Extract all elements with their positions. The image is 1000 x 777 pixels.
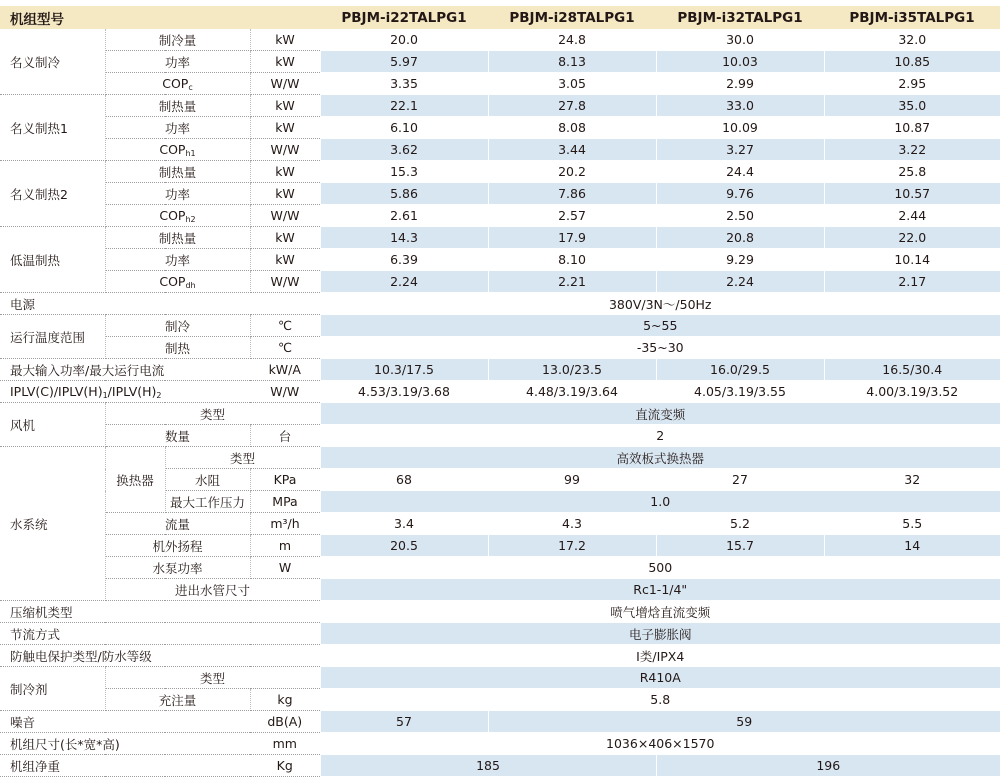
row-name: 数量 (105, 425, 250, 447)
value-cell: 22.0 (824, 227, 1000, 249)
iplv-label (0, 381, 250, 403)
value-cell: 32 (824, 469, 1000, 491)
value-cell: 20.0 (320, 29, 488, 51)
value-cell: 8.10 (488, 249, 656, 271)
cop-subscript: c (188, 82, 193, 92)
table-row (0, 513, 1000, 535)
row-name: 类型 (165, 447, 320, 469)
value-cell: 3.35 (320, 73, 488, 95)
row-name-cop (105, 73, 250, 95)
table-row (0, 557, 1000, 579)
model-name: PBJM-i32TALPG1 (656, 6, 824, 29)
row-unit: kW (250, 95, 320, 117)
table-row (0, 315, 1000, 337)
value-cell: 8.13 (488, 51, 656, 73)
value-cell: 20.2 (488, 161, 656, 183)
group-label-cooling: 名义制冷 (0, 29, 105, 95)
row-name: 功率 (105, 183, 250, 205)
max-input-label: 最大输入功率/最大运行电流 (0, 359, 250, 381)
value-cell: 2.24 (656, 271, 824, 293)
value-cell: 57 (320, 711, 488, 733)
row-unit: kW (250, 29, 320, 51)
value-cell: 4.53/3.19/3.68 (320, 381, 488, 403)
row-unit: ℃ (250, 337, 320, 359)
table-row (0, 95, 1000, 117)
weight-label: 机组净重 (0, 755, 250, 777)
heat-exchanger-type-value: 高效板式换热器 (320, 447, 1000, 469)
row-name-cop (105, 139, 250, 161)
row-name-cop (105, 271, 250, 293)
pipe-size-value: Rc1-1/4" (320, 579, 1000, 601)
value-cell: 32.0 (824, 29, 1000, 51)
refrigerant-label: 制冷剂 (0, 667, 105, 711)
row-name: 功率 (105, 117, 250, 139)
value-cell: 14 (824, 535, 1000, 557)
value-cell: 13.0/23.5 (488, 359, 656, 381)
noise-label: 噪音 (0, 711, 250, 733)
value-cell: 10.87 (824, 117, 1000, 139)
value-cell: 2.95 (824, 73, 1000, 95)
value-cell: 2.17 (824, 271, 1000, 293)
value-cell: 10.09 (656, 117, 824, 139)
row-name: 制冷 (105, 315, 250, 337)
table-row (0, 645, 1000, 667)
row-unit: W/W (250, 205, 320, 227)
row-unit: kW (250, 117, 320, 139)
fan-quantity-value: 2 (320, 425, 1000, 447)
row-name: 机外扬程 (105, 535, 250, 557)
row-name: 制热量 (105, 161, 250, 183)
table-row (0, 711, 1000, 733)
table-row (0, 29, 1000, 51)
dimensions-label: 机组尺寸(长*宽*高) (0, 733, 250, 755)
value-cell: 3.27 (656, 139, 824, 161)
row-unit: kW/A (250, 359, 320, 381)
value-cell: 2.61 (320, 205, 488, 227)
row-unit: kW (250, 161, 320, 183)
table-row (0, 689, 1000, 711)
row-unit: W/W (250, 73, 320, 95)
table-row (0, 183, 1000, 205)
value-cell: 35.0 (824, 95, 1000, 117)
value-cell: 3.22 (824, 139, 1000, 161)
value-cell: 24.4 (656, 161, 824, 183)
row-unit: mm (250, 733, 320, 755)
group-label-heating-2: 名义制热2 (0, 161, 105, 227)
value-cell: 68 (320, 469, 488, 491)
row-name: 类型 (105, 403, 320, 425)
water-system-label: 水系统 (0, 447, 105, 601)
value-cell: 27.8 (488, 95, 656, 117)
value-cell: 59 (488, 711, 1000, 733)
row-unit: KPa (250, 469, 320, 491)
value-cell: 6.10 (320, 117, 488, 139)
row-unit: m³/h (250, 513, 320, 535)
table-row (0, 51, 1000, 73)
table-row (0, 205, 1000, 227)
table-row (0, 601, 1000, 623)
value-cell: 5.86 (320, 183, 488, 205)
row-name: 功率 (105, 51, 250, 73)
row-name: 流量 (105, 513, 250, 535)
value-cell: 17.9 (488, 227, 656, 249)
row-name: 功率 (105, 249, 250, 271)
row-name: 制热 (105, 337, 250, 359)
table-row (0, 359, 1000, 381)
table-row (0, 579, 1000, 601)
temp-range-heating-value: -35~30 (320, 337, 1000, 359)
value-cell: 9.29 (656, 249, 824, 271)
cop-subscript: h2 (185, 214, 196, 224)
value-cell: 4.3 (488, 513, 656, 535)
model-header-label: 机组型号 (0, 6, 320, 29)
value-cell: 16.0/29.5 (656, 359, 824, 381)
cop-subscript: dh (185, 280, 196, 290)
row-unit: kW (250, 227, 320, 249)
row-unit: m (250, 535, 320, 557)
value-cell: 3.4 (320, 513, 488, 535)
refrigerant-type-value: R410A (320, 667, 1000, 689)
row-unit: MPa (250, 491, 320, 513)
spec-table (0, 6, 1000, 777)
temp-range-cooling-value: 5~55 (320, 315, 1000, 337)
table-row (0, 249, 1000, 271)
value-cell: 4.05/3.19/3.55 (656, 381, 824, 403)
value-cell: 16.5/30.4 (824, 359, 1000, 381)
power-supply-label: 电源 (0, 293, 320, 315)
row-name: 制热量 (105, 95, 250, 117)
value-cell: 15.7 (656, 535, 824, 557)
table-row (0, 139, 1000, 161)
table-row (0, 227, 1000, 249)
value-cell: 10.14 (824, 249, 1000, 271)
value-cell: 2.99 (656, 73, 824, 95)
row-unit: W/W (250, 381, 320, 403)
value-cell: 2.57 (488, 205, 656, 227)
iplv-subscript: 2 (156, 390, 162, 400)
cop-label: COP (159, 141, 186, 157)
compressor-value: 喷气增焓直流变频 (320, 601, 1000, 623)
throttle-label: 节流方式 (0, 623, 320, 645)
table-row (0, 425, 1000, 447)
table-row (0, 535, 1000, 557)
value-cell: 185 (320, 755, 656, 777)
header-row (0, 6, 1000, 29)
row-name: 类型 (105, 667, 320, 689)
value-cell: 5.5 (824, 513, 1000, 535)
row-name: 水阻 (165, 469, 250, 491)
value-cell: 7.86 (488, 183, 656, 205)
value-cell: 14.3 (320, 227, 488, 249)
iplv-subscript: 1 (102, 390, 108, 400)
value-cell: 8.08 (488, 117, 656, 139)
row-unit: 台 (250, 425, 320, 447)
model-name: PBJM-i28TALPG1 (488, 6, 656, 29)
value-cell: 4.00/3.19/3.52 (824, 381, 1000, 403)
table-row (0, 733, 1000, 755)
value-cell: 2.24 (320, 271, 488, 293)
cop-label: COP (162, 75, 189, 91)
compressor-label: 压缩机类型 (0, 601, 320, 623)
temp-range-label: 运行温度范围 (0, 315, 105, 359)
table-row (0, 161, 1000, 183)
protection-label: 防触电保护类型/防水等级 (0, 645, 320, 667)
value-cell: 4.48/3.19/3.64 (488, 381, 656, 403)
value-cell: 10.3/17.5 (320, 359, 488, 381)
value-cell: 2.21 (488, 271, 656, 293)
iplv-label-part: /IPLV(H) (107, 383, 157, 399)
row-unit: kW (250, 249, 320, 271)
refrigerant-charge-value: 5.8 (320, 689, 1000, 711)
value-cell: 10.03 (656, 51, 824, 73)
model-name: PBJM-i35TALPG1 (824, 6, 1000, 29)
fan-type-value: 直流变频 (320, 403, 1000, 425)
value-cell: 99 (488, 469, 656, 491)
table-row (0, 293, 1000, 315)
table-row (0, 447, 1000, 469)
value-cell: 20.5 (320, 535, 488, 557)
pump-power-value: 500 (320, 557, 1000, 579)
row-unit: W/W (250, 271, 320, 293)
value-cell: 3.44 (488, 139, 656, 161)
value-cell: 25.8 (824, 161, 1000, 183)
table-row (0, 755, 1000, 777)
table-row (0, 337, 1000, 359)
table-row (0, 623, 1000, 645)
value-cell: 27 (656, 469, 824, 491)
value-cell: 5.97 (320, 51, 488, 73)
table-row (0, 117, 1000, 139)
value-cell: 20.8 (656, 227, 824, 249)
value-cell: 10.57 (824, 183, 1000, 205)
row-name: 进出水管尺寸 (105, 579, 320, 601)
table-row (0, 667, 1000, 689)
row-name: 制热量 (105, 227, 250, 249)
row-name: 水泵功率 (105, 557, 250, 579)
model-name: PBJM-i22TALPG1 (320, 6, 488, 29)
row-name: 最大工作压力 (165, 491, 250, 513)
value-cell: 10.85 (824, 51, 1000, 73)
row-unit: W/W (250, 139, 320, 161)
protection-value: I类/IPX4 (320, 645, 1000, 667)
row-unit: dB(A) (250, 711, 320, 733)
row-unit: W (250, 557, 320, 579)
dimensions-value: 1036×406×1570 (320, 733, 1000, 755)
row-unit: kg (250, 689, 320, 711)
value-cell: 2.44 (824, 205, 1000, 227)
row-name: 制冷量 (105, 29, 250, 51)
value-cell: 15.3 (320, 161, 488, 183)
row-name: 充注量 (105, 689, 250, 711)
table-row (0, 73, 1000, 95)
group-label-low-temp-heating: 低温制热 (0, 227, 105, 293)
value-cell: 22.1 (320, 95, 488, 117)
heat-exchanger-label: 换热器 (105, 447, 165, 513)
cop-label: COP (159, 207, 186, 223)
value-cell: 5.2 (656, 513, 824, 535)
row-unit: kW (250, 183, 320, 205)
value-cell: 196 (656, 755, 1000, 777)
row-unit: Kg (250, 755, 320, 777)
value-cell: 3.05 (488, 73, 656, 95)
max-pressure-value: 1.0 (320, 491, 1000, 513)
row-unit: ℃ (250, 315, 320, 337)
throttle-value: 电子膨胀阀 (320, 623, 1000, 645)
value-cell: 6.39 (320, 249, 488, 271)
power-supply-value: 380V/3N～/50Hz (320, 293, 1000, 315)
table-row (0, 271, 1000, 293)
value-cell: 9.76 (656, 183, 824, 205)
row-name-cop (105, 205, 250, 227)
value-cell: 24.8 (488, 29, 656, 51)
cop-label: COP (159, 273, 186, 289)
value-cell: 33.0 (656, 95, 824, 117)
table-row (0, 403, 1000, 425)
group-label-heating-1: 名义制热1 (0, 95, 105, 161)
table-row (0, 381, 1000, 403)
value-cell: 3.62 (320, 139, 488, 161)
iplv-label-part: IPLV(C)/IPLV(H) (10, 383, 103, 399)
row-unit: kW (250, 51, 320, 73)
value-cell: 2.50 (656, 205, 824, 227)
value-cell: 30.0 (656, 29, 824, 51)
cop-subscript: h1 (185, 148, 196, 158)
value-cell: 17.2 (488, 535, 656, 557)
fan-label: 风机 (0, 403, 105, 447)
